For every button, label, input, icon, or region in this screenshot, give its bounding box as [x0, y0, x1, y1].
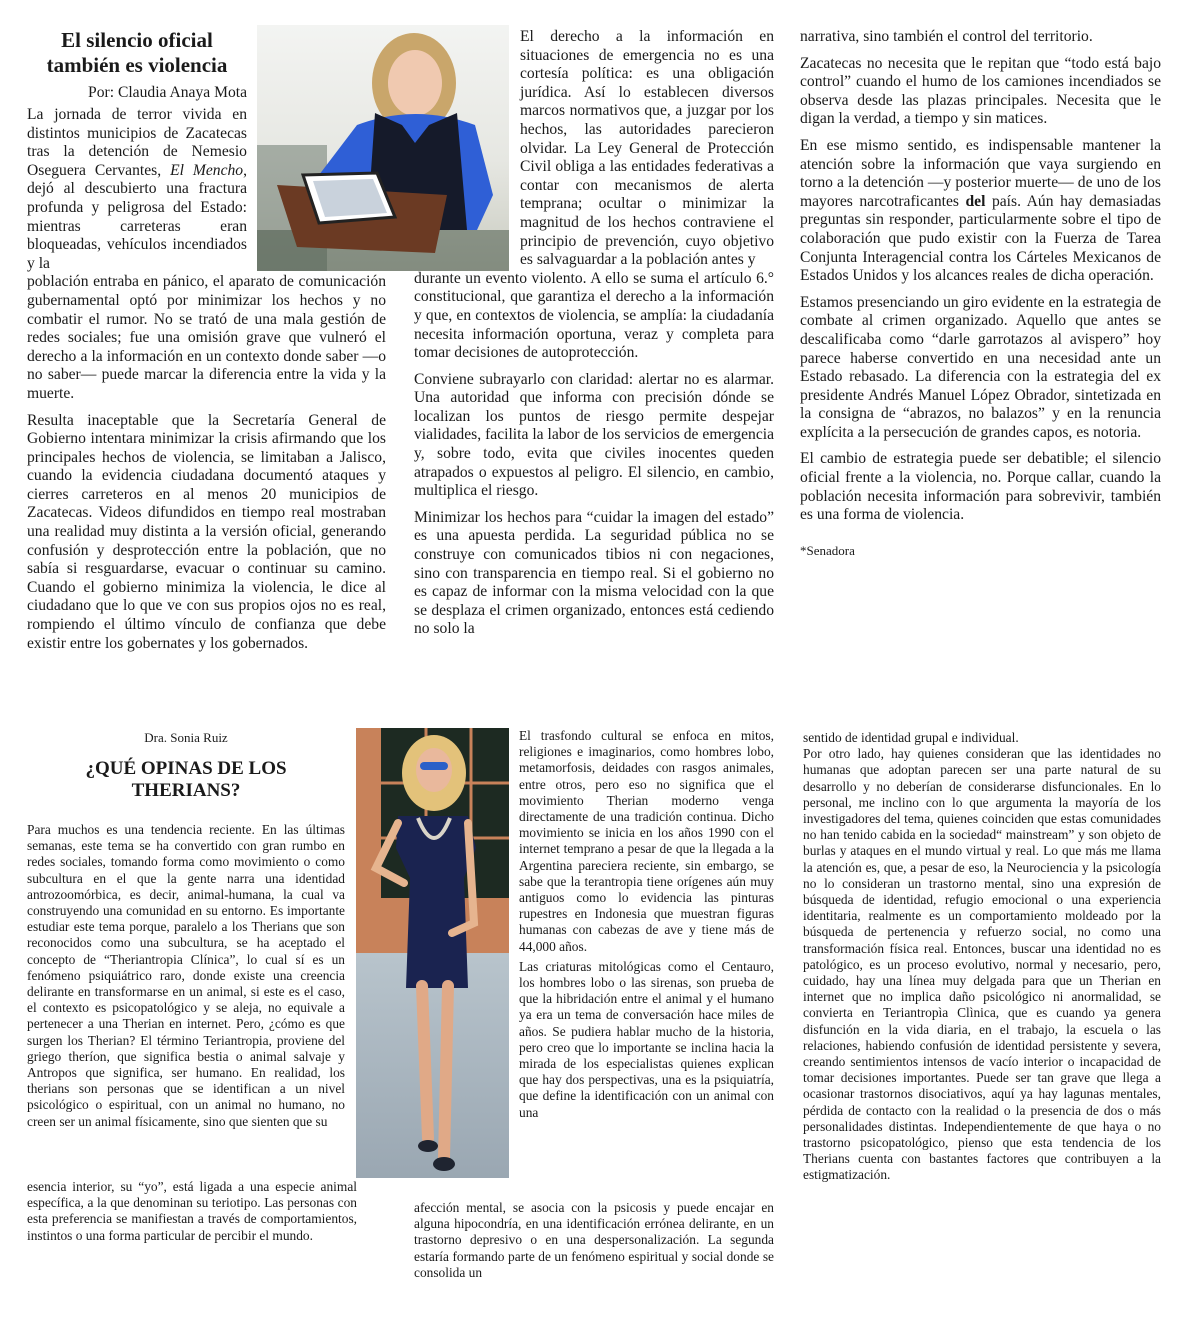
- article-1-paragraph: La jornada de terror vivida en distintos municipios de Zacatecas tras la detención de Nemesio Oseguera Cervantes, El Mencho, dejó al descubierto una fractura profunda y peligrosa del Estado: mientras carreteras eran bloqueadas, vehículos incendiados y la: [27, 106, 248, 272]
- article-1-paragraph-continued: narrativa, sino también el control del territorio.: [800, 28, 1093, 45]
- article-2-title-line-2: THERIANS?: [131, 780, 241, 801]
- author-photo-sonia-ruiz: [356, 728, 509, 1178]
- author-footnote: *Senadora: [800, 542, 855, 558]
- article-2-column-3: [803, 730, 1161, 1184]
- article-2-column-2: [519, 728, 774, 1121]
- article-2-author: Dra. Sonia Ruiz: [144, 730, 228, 745]
- article-1-paragraph: Conviene subrayarlo con claridad: alertar no es alarmar. Una autoridad que informa con precisión dónde se localizan los puntos de riesgo permite despejar vialidades, facilita la labor de los servicios de emergencia y, sobre todo, evita que civiles inocentes queden atrapados o expuestos al peligro. El silencio, en cambio, multiplica el riesgo.: [414, 370, 774, 500]
- article-1-title-line-2: también es violencia: [46, 53, 228, 77]
- article-2-paragraph-continued: afección mental, se asocia con la psicosis y puede encajar en alguna hipocondría, en una identificación errónea delirante, en un trastorno depresivo o en una despersonalización. La segunda estaría formando parte de un fenómeno espiritual y social donde se consolida un: [414, 1200, 774, 1280]
- article-2-column-1-wide: [27, 1179, 357, 1244]
- article-2-column-1: [27, 730, 345, 1130]
- article-2-title-line-1: ¿QUÉ OPINAS DE LOS: [85, 758, 287, 779]
- article-1-column-2: [414, 28, 774, 639]
- article-1-paragraph: Resulta inaceptable que la Secretaría General de Gobierno intentara minimizar la crisis afirmando que los principales hechos de violencia, se limitaban a Jalisco, cuando la evidencia ciudadana documentó ataques y cierres carreteros en al menos 20 municipios de Zacatecas. Videos difundidos en tiempo real mostraban una realidad muy distinta a la versión oficial, generando confusión y desprotección entre la población, que no sabía si resguardarse, evacuar o continuar su camino. Cuando el gobierno minimiza la violencia, le dice al ciudadano que lo que ve con sus propios ojos no es real, rompiendo el último vínculo de confianza que debe existir entre los gobernates y los gobernados.: [27, 411, 386, 652]
- article-1-paragraph: El derecho a la información en situaciones de emergencia no es una cortesía política: es una obligación jurídica. Así lo establecen diversos marcos normativos que, a juzgar por los hechos, las autoridades parecieron olvidar. La Ley General de Protección Civil obliga a las entidades federativas a contar con mecanismos de alerta temprana; ocultar o minimizar la magnitud de los hechos contraviene el principio de prevención, cuyo objetivo es salvaguardar a la población antes y: [520, 28, 774, 269]
- article-1-paragraph: Estamos presenciando un giro evidente en la estrategia de combate al crimen organizado. Aquello que antes se descalificaba como “darle garrotazos al avispero” hoy parece haberse convertido en una necesidad ante un Estado rebasado. La diferencia con la estrategia del ex presidente Andrés Manuel López Obrador, sintetizada en la consigna de “abrazos, no balazos” y en la renuncia explícita a la persecución de grandes capos, es notoria.: [800, 293, 1161, 441]
- article-2-paragraph-continued: esencia interior, su “yo”, está ligada a una especie animal específica, a la que denominan su teriotipo. Las personas con esta preferencia se manifiestan a través de comportamientos, instintos o una forma particular de percibir el mundo.: [27, 1179, 357, 1243]
- article-2-paragraph: Las criaturas mitológicas como el Centauro, los hombres lobo o las sirenas, son prueba de que la hibridación entre el animal y el humano ya era un tema de conversación hace miles de años. Se pudiera hablar mucho de la historia, pero creo que lo importante se inclina hacia la mirada de los especialistas quienes explican que hay dos perspectivas, una es la psiquiatría, que define la identificación con un animal con una: [519, 958, 774, 1120]
- article-1-paragraph: El cambio de estrategia puede ser debatible; el silencio oficial frente a la violencia, no. Porque callar, cuando la población necesita información para sobrevivir, también es una forma de violencia.: [800, 450, 1161, 524]
- article-1-paragraph: Minimizar los hechos para “cuidar la imagen del estado” es una apuesta perdida. La seguridad pública no se construye con comunicados tibios ni con negaciones, sino con transparencia en tiempo real. Si el gobierno no es capaz de informar con la misma velocidad con la que se desplaza el crimen organizado, entonces está cediendo no solo la: [414, 508, 774, 638]
- article-1-paragraph-continued: durante un evento violento. A ello se suma el artículo 6.° constitucional, que garantiza el derecho a la información y que, en contextos de violencia, se amplía: la ciudadanía necesita información oportuna, veraz y completa para tomar decisiones de autoprotección.: [414, 269, 774, 362]
- article-1-title-line-1: El silencio oficial: [61, 28, 213, 52]
- article-1-paragraph: En ese mismo sentido, es indispensable mantener la atención sobre la información que vaya surgiendo en torno a la detención —y posterior muerte— de uno de los mayores narcotraficantes del país. Aún hay demasiadas preguntas sin responder, particularmente sobre el tipo de colaboración que pudo existir con la Fuerza de Tarea Conjunta Interagencial contra los Cárteles Mexicanos de Estados Unidos y los alcances reales de dicha operación.: [800, 136, 1162, 285]
- article-1-title: [27, 28, 247, 78]
- article-1-paragraph-continued: población entraba en pánico, el aparato de comunicación gubernamental optó por minimizar los hechos y no combatir el rumor. No se trató de una mala gestión de redes sociales; fue una omisión grave que vulneró el derecho a la información en un contexto donde saber —o no saber— puede marcar la diferencia entre la vida y la muerte.: [27, 273, 386, 402]
- article-2-title: [27, 758, 345, 802]
- article-1-paragraph: Zacatecas no necesita que le repitan que “todo está bajo control” cuando el humo de los camiones incendiados se observa desde las plazas principales. Necesita que le digan la verdad, a tiempo y sin matices.: [800, 54, 1161, 128]
- article-2-paragraph: El trasfondo cultural se enfoca en mitos, religiones e imaginarios, como hombres lobo, metamorfosis, deidades con rasgos animales, entre otros, pero eso no significa que el movimiento Therian moderno venga directamente de una tradición continua. Dicho movimiento se inicia en los años 1990 con el internet temprano a pesar de que la llegada a la Argentina pareciera reciente, sin embargo, se sabe que la terantropia tiene orígenes aún muy antiguos como lo evidencia las pinturas rupestres en Indonesia que muestran figuras humanas con cabezas de ave y tiene más de 44,000 años.: [519, 728, 774, 954]
- article-2-paragraph: Para muchos es una tendencia reciente. En las últimas semanas, este tema se ha convertido con gran rumbo en redes sociales, tomando forma como movimiento o como subcultura en el que la gente narra una identidad antrozoomórbica, es decir, animal-humana, la cual va construyendo una comunidad en su entorno. Es importante estudiar este tema porque, paralelo a los Therians que son reconocidos como una subcultura, se ha aceptado el concepto de “Theriantropia Clínica”, lo cual sí es un fenómeno psiquiátrico raro, donde existe una creencia delirante en transformarse en un animal, si este es el caso, el contexto es psicopatológico y se aleja, no equivale a pertenecer a una Therian en internet. Pero, ¿cómo es que surgen los Therian? El término Teriantropia, proviene del griego theríon, que significa bestia o animal salvaje y Antropos que significa, ser humano. En realidad, los therians son personas que se identifican a un nivel psicológico o espiritual, con un animal no humano, no creen ser un animal físicamente, sino que sienten que su: [27, 822, 345, 1129]
- article-2-paragraph-continued: sentido de identidad grupal e individual.: [803, 730, 1019, 745]
- article-2: [0, 720, 1190, 1318]
- article-1-byline: Por: Claudia Anaya Mota: [88, 84, 247, 101]
- article-1-column-3: [800, 28, 1161, 559]
- el-mencho-italic: El Mencho: [170, 161, 244, 179]
- article-2-paragraph: Por otro lado, hay quienes consideran que las identidades no humanas que adoptan parecen ser una parte natural de su desarrollo y no deberían de considerarse disfuncionales. En lo personal, me inclino con lo que argumenta la mayoría de los investigadores del tema, quienes coinciden que estas comunidades no han tenido cabida en la sociedad“ mainstream” y son objeto de burlas y ataques en el mundo virtual y real. Lo que más me llama la atención es, que, a pesar de eso, la Neurociencia y la psicología no lo consideran un trastorno mental, sino una expresión de búsqueda de identidad, refugio emocional o una experiencia identitaria, realmente es un comportamiento moldeado por la búsqueda de pertenencia y refuerzo social, no como una transformación física real. Entonces, buscar una identidad no es patológico, es un proceso evolutivo, normal y necesario, pero, cuidado, hay una línea muy delgada para que un Therian en internet que no implica daño psicológico ni anormalidad, se convierta en Teriantropìa Clìnica, que es cuando ya genera disfunción en la vida diaria, en el trabajo, la escuela o las relaciones, habiendo confusión de identidad persistente y severa, creando sentimientos intensos de vacío interior o incapacidad de tomar decisiones importantes. Puede ser tan grave que llega a ocasionar trastornos disociativos, aquí ya hay lagunas mentales, pérdida de contacto con la realidad o la presencia de dos o más personalidades distintas. Independientemente de que haya o no trastorno psicopatológico, pienso que esta tendencia de los Therians cuenta con bastantes factores que contribuyen a la estigmatización.: [803, 746, 1161, 1183]
- article-2-column-2-wide: [414, 1200, 774, 1281]
- bold-word: del: [965, 192, 986, 210]
- full-body-image: [356, 728, 509, 1178]
